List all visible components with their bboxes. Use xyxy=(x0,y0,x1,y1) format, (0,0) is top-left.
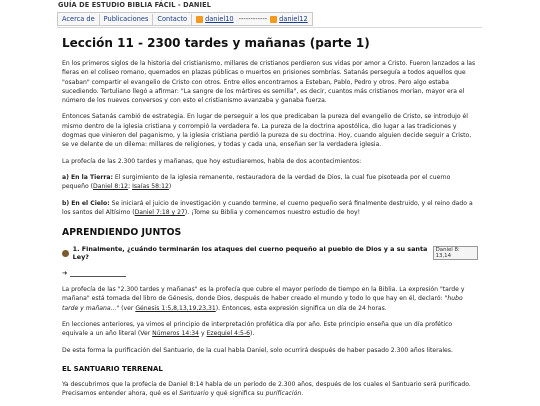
answer-1 xyxy=(62,269,478,277)
event-earth-label: a) En la Tierra: xyxy=(62,173,113,181)
ref-separator: ; xyxy=(128,183,133,191)
strategy-paragraph: Entonces Satanás cambió de estrategia. En lugar de perseguir a los que predicaban la pureza del evangelio de Cristo, se introdujo él mismo dentro de la iglesia cristiana y corrompió la verdadera fe. La pureza de la doctrina apostólica, dio lugar a las tradiciones y dogmas que vinieron del paganismo, y la iglesia cristiana perdió la pureza de su doctrina. Hoy, cuando alguien decide seguir a Cristo, se ve delante de un dilema: millares de religiones, y todas y cada una, enseñan ser la verdadera iglesia. xyxy=(62,113,472,149)
sanctuary-text-c: . xyxy=(301,390,304,398)
events-intro-paragraph: La profecía de las 2.300 tardes y mañanas, que hoy estudiaremos, habla de dos acontecimientos: xyxy=(62,157,362,165)
question-ref-badge[interactable]: Daniel 8: 13,14 xyxy=(433,246,478,260)
event-earth-text: El surgimiento de la iglesia remanente, restauradora de la verdad de Dios, la cual fue pisoteada por el cuerno pequeño ( xyxy=(62,173,451,191)
day-year-text-a: En lecciones anteriores, ya vimos el principio de interpretación profética día por año. Este principio enseña que un día profético equivale a un año literal (Ver xyxy=(62,321,453,338)
sanctuary-text-a: Ya descubrimos que la profecía de Daniel 8:14 habla de un período de 2.300 años, después de los cuales el Santuario será purificado. Precisamos entender ahora, qué es el xyxy=(62,380,471,398)
rss-feed-icon xyxy=(196,16,203,23)
event-heaven-text: Se iniciará el juicio de investigación y cuando termine, el cuerno pequeño será finalmente destruido, y el reino dado a los santos del Altísimo ( xyxy=(62,199,473,216)
bible-ref-link[interactable]: Daniel 8:12 xyxy=(93,183,129,191)
bible-ref-link[interactable]: Ezequiel 4:5-6 xyxy=(206,330,251,338)
day-year-paragraph xyxy=(62,320,478,339)
rss-feed-icon xyxy=(270,16,277,23)
event-heaven-end: ). ¡Tome su Biblia y comencemos nuestro estudio de hoy! xyxy=(184,208,361,216)
site-title: GUÍA DE ESTUDIO BIBLIA FÁCIL - DANIEL xyxy=(58,1,212,9)
nav-separator: ------------ xyxy=(238,15,268,23)
sanctuary-italic: Santuario xyxy=(179,390,209,398)
event-heaven-label: b) En el Cielo: xyxy=(62,199,110,207)
arrow-icon: ➜ xyxy=(62,269,68,278)
prophecy-text-c: ). Entonces, esta expresión significa un día de 24 horas. xyxy=(215,304,387,312)
nav-prev-link[interactable]: daniel10 xyxy=(205,14,234,23)
site-header xyxy=(0,0,540,26)
bible-ref-link[interactable]: Números 14:34 xyxy=(152,330,200,338)
day-year-text-b: y xyxy=(199,330,207,338)
prophecy-text-a: La profecía de las "2.300 tardes y mañanas" es la profecía que cubre el mayor período de tiempo en la Biblia. La expresión "tarde y mañana" está tomada del libro de Génesis, donde Dios, después de haber creado el mundo y todo lo que hay en él, declaró: " xyxy=(62,286,465,303)
lesson-content xyxy=(62,36,478,406)
nav-about-link[interactable]: Acerca de xyxy=(58,14,100,25)
question-1 xyxy=(62,245,478,261)
section-heading-learning: APRENDIENDO JUNTOS xyxy=(62,227,182,239)
purification-italic: purificación xyxy=(265,390,302,398)
question-bulb-icon xyxy=(62,250,69,257)
sanctuary-paragraph xyxy=(62,380,478,399)
prophecy-text-b: " (ver xyxy=(116,304,136,312)
ref-close: ) xyxy=(168,183,172,191)
event-earth-paragraph xyxy=(62,173,478,192)
day-year-text-c: ). xyxy=(250,330,255,338)
purification-paragraph: De esta forma la purificación del Santuario, de la cual habla Daniel, solo ocurrirá después de haber pasado 2.300 años literales. xyxy=(62,346,453,354)
header-divider xyxy=(57,27,482,28)
page-title: Lección 11 - 2300 tardes y mañanas (parte 1) xyxy=(62,36,370,50)
intro-paragraph: En los primeros siglos de la historia del cristianismo, millares de cristianos perdieron sus vidas por amor a Cristo. Fueron lanzados a las fieras en el coliseo romano, quemados en plazas públicas o muertos en prisiones sombrías. Satanás perseguía a todos aquellos que "osaban" compartir el evangelio de Cristo con otros. Entre ellos encontramos a Esteban, Pablo, Pedro y otros. Pero algo estaba sucediendo. Tertuliano llegó a afirmar: "La sangre de los mártires es semilla", es decir, cuantos más cristianos morían, mayor era el número de los nuevos conversos y con esto el cristianismo avanzaba y ganaba fuerza. xyxy=(62,60,476,105)
prophecy-paragraph xyxy=(62,285,478,313)
section-heading-sanctuary: EL SANTUARIO TERRENAL xyxy=(62,364,163,373)
question-1-text: 1. Finalmente, ¿cuándo terminarán los ataques del cuerno pequeño al pueblo de Dios y a su santa Ley? xyxy=(72,245,428,262)
nav-pagination xyxy=(192,14,312,25)
nav-publications-link[interactable]: Publicaciones xyxy=(100,14,154,25)
nav-next-link[interactable]: daniel12 xyxy=(279,14,308,23)
event-heaven-paragraph xyxy=(62,199,478,218)
prophecy-quote: hubo tarde y mañana... xyxy=(62,295,463,312)
nav-contact-link[interactable]: Contacto xyxy=(153,14,192,25)
bible-ref-link[interactable]: Génesis 1:5,8,13,19,23,31 xyxy=(135,304,216,312)
sanctuary-text-b: y qué significa su xyxy=(208,390,266,398)
top-nav xyxy=(57,12,313,26)
answer-1-input[interactable] xyxy=(70,270,126,277)
bible-ref-link[interactable]: Daniel 7:18 y 27 xyxy=(134,208,185,216)
bible-ref-link[interactable]: Isaías 58:12 xyxy=(132,183,169,191)
